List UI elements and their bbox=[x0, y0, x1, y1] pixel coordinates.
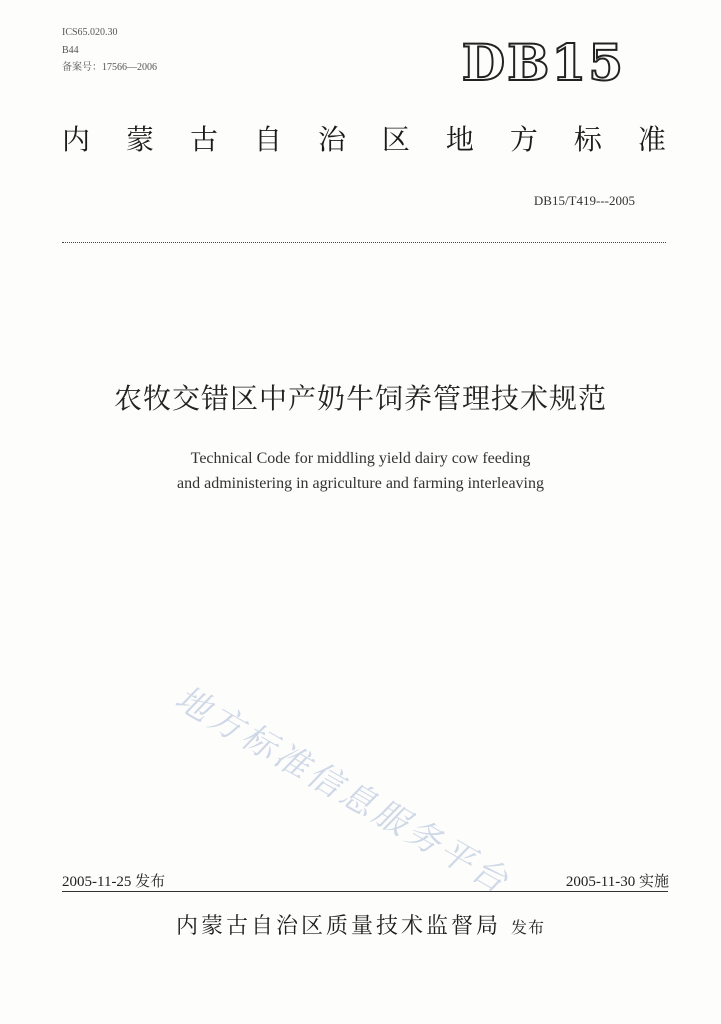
heading-char: 标 bbox=[573, 123, 602, 156]
heading-char: 内 bbox=[62, 123, 91, 156]
heading-char: 方 bbox=[509, 123, 538, 156]
publisher-suffix: 发布 bbox=[511, 918, 546, 937]
watermark: 地方标准信息服务平台 bbox=[168, 678, 518, 903]
document-title-chinese: 农牧交错区中产奶牛饲养管理技术规范 bbox=[113, 382, 607, 415]
issue-date: 2005-11-25 发布 bbox=[62, 874, 166, 890]
heading-char: 治 bbox=[317, 123, 346, 156]
publisher-line bbox=[0, 916, 721, 938]
heading-char: 自 bbox=[253, 123, 282, 156]
heading-char: 蒙 bbox=[125, 123, 154, 156]
db15-logo: DB15 bbox=[461, 33, 625, 92]
standard-number: DB15/T419---2005 bbox=[533, 193, 635, 208]
ics-code: ICS65.020.30 bbox=[62, 27, 118, 38]
header-divider bbox=[62, 242, 666, 243]
implementation-date: 2005-11-30 实施 bbox=[565, 874, 669, 890]
document-title-english-line1: Technical Code for middling yield dairy cow feeding bbox=[190, 450, 531, 467]
record-number: 备案号：17566—2006 bbox=[62, 62, 157, 73]
publisher-name: 内蒙古自治区质量技术监督局 bbox=[175, 914, 501, 939]
heading-char: 区 bbox=[381, 123, 410, 156]
footer-divider bbox=[62, 891, 668, 892]
heading-char: 古 bbox=[189, 123, 218, 156]
heading-char: 地 bbox=[445, 123, 474, 156]
ccs-code: B44 bbox=[62, 45, 79, 56]
document-title-english-line2: and administering in agriculture and farming interleaving bbox=[177, 475, 544, 492]
heading-char: 准 bbox=[637, 123, 666, 156]
standard-category-heading bbox=[62, 123, 666, 156]
